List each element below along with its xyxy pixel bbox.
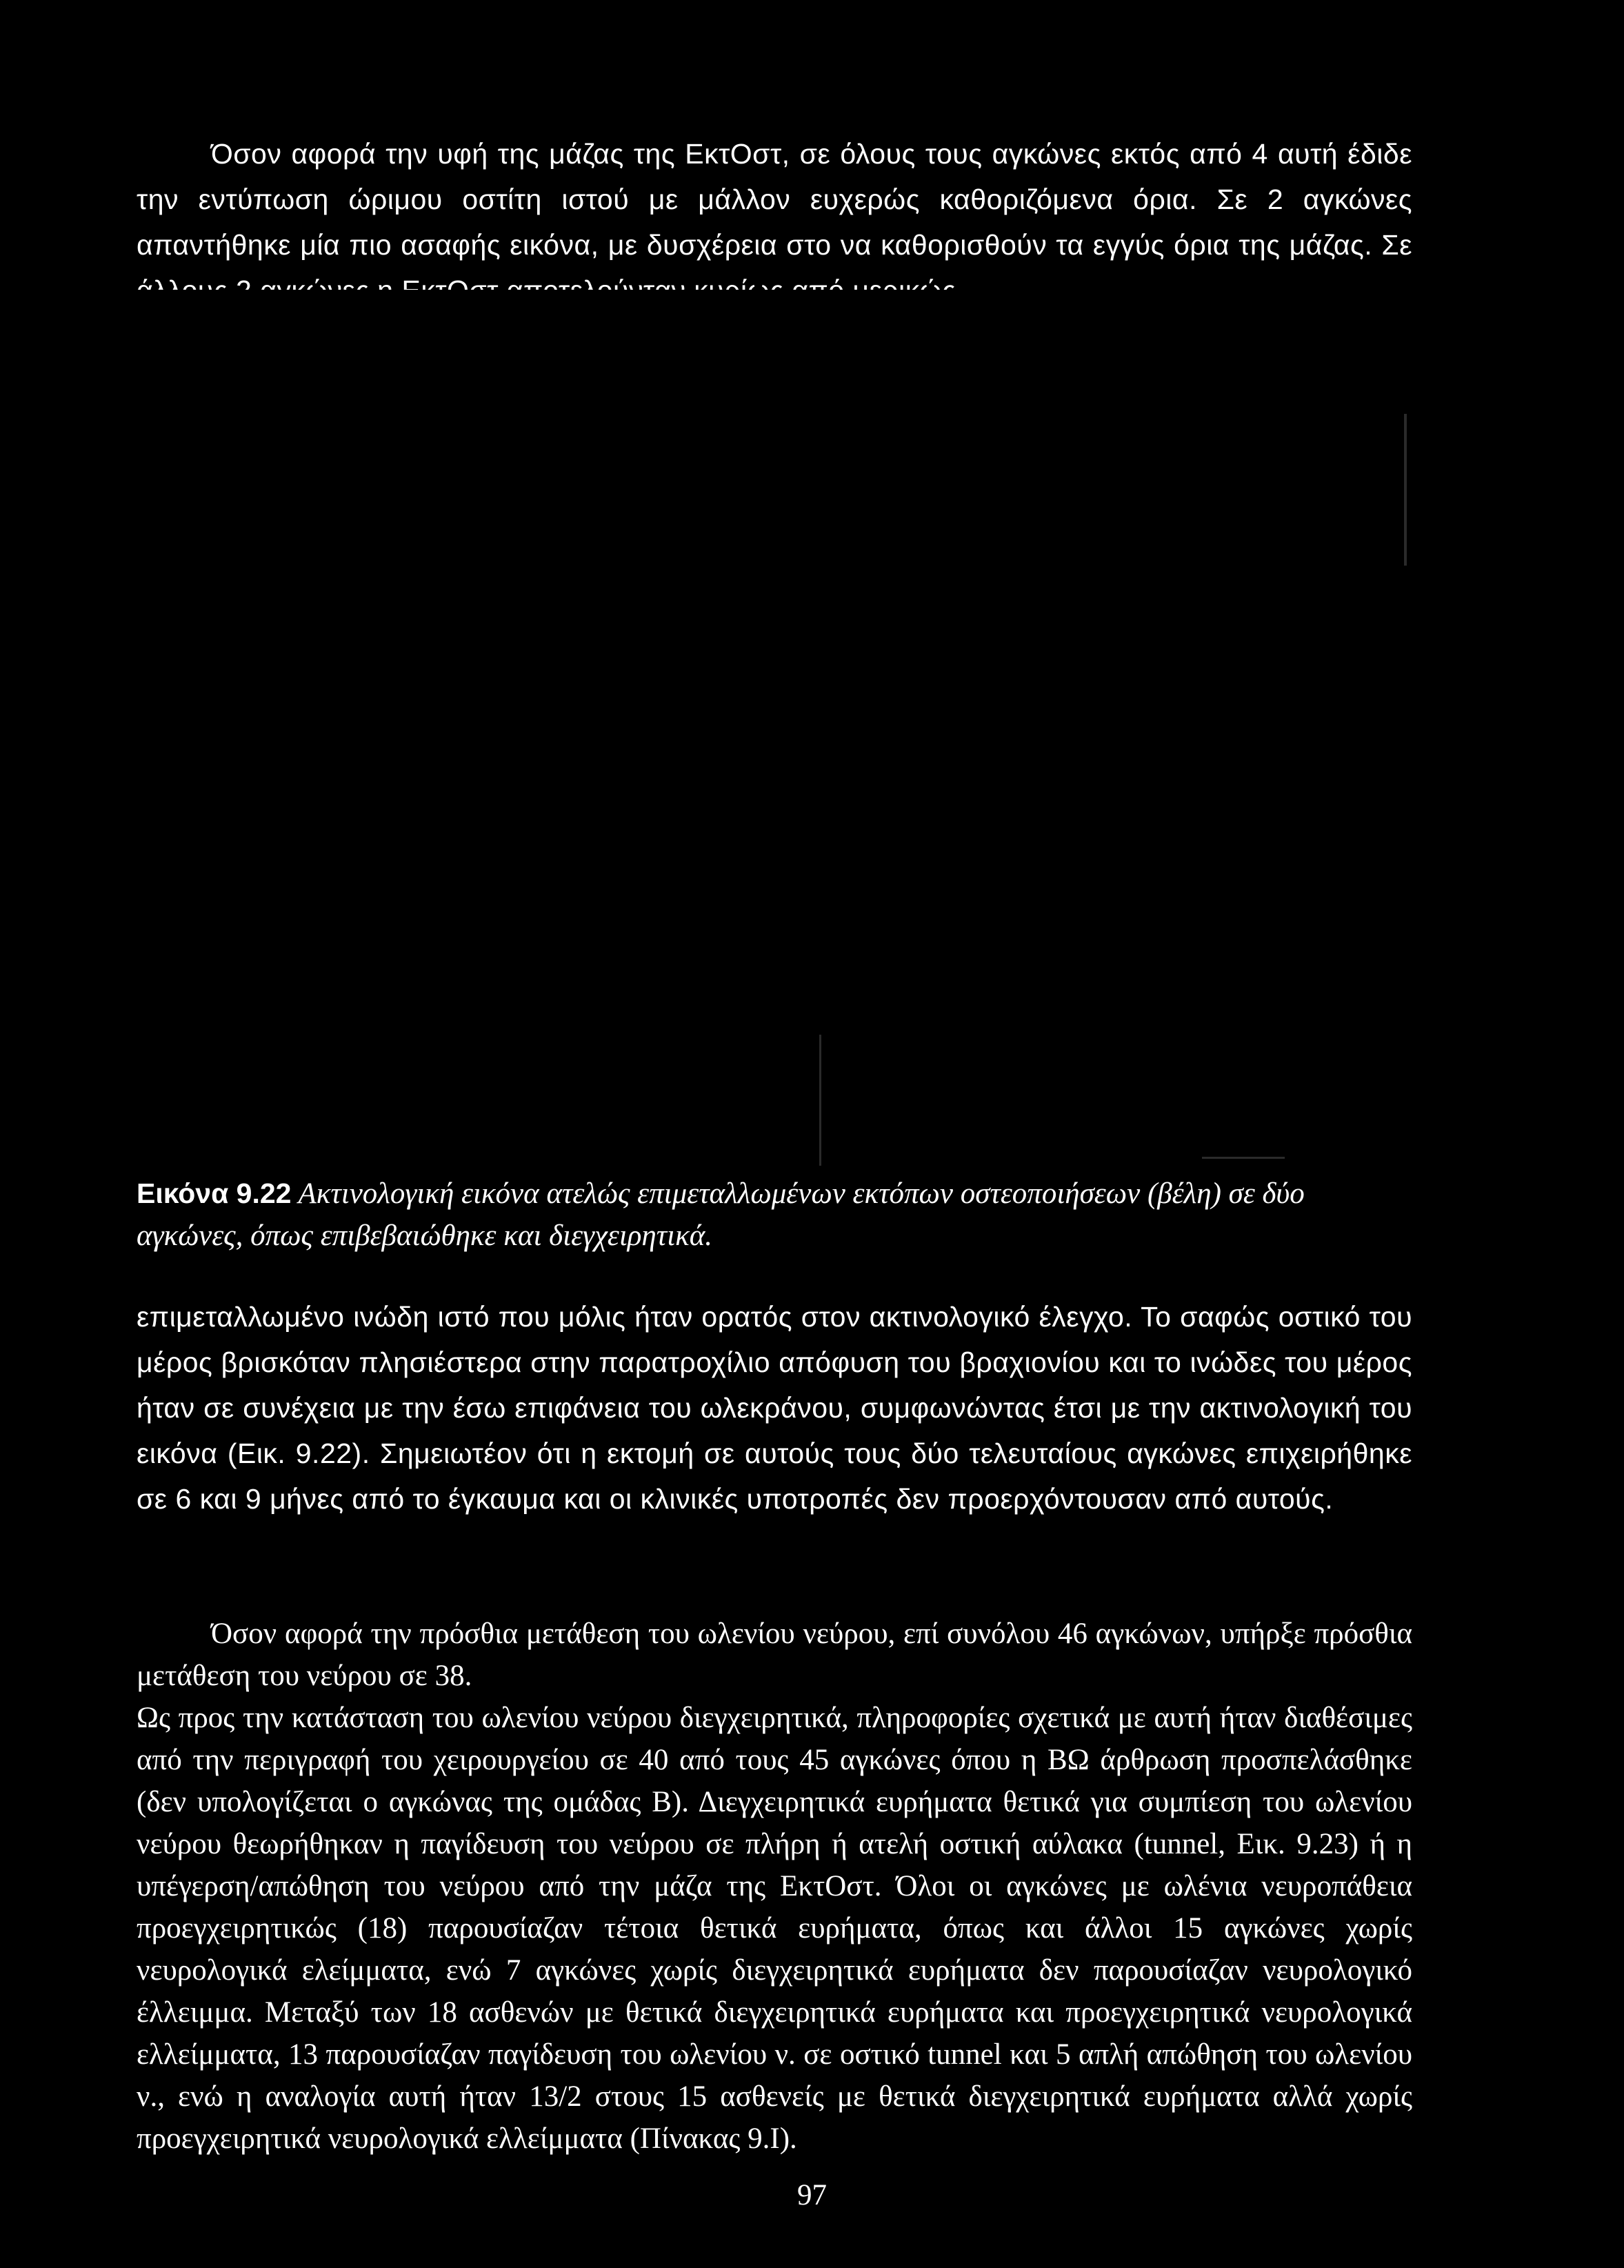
figure-artifact-line <box>1202 1157 1285 1159</box>
body-paragraph-3-wrapper <box>137 1613 1412 2160</box>
intro-paragraph-block <box>137 131 1412 313</box>
figure-label: Εικόνα 9.22 <box>137 1177 292 1209</box>
body-paragraph-1: επιμεταλλωμένο ινώδη ιστό που μόλις ήταν ορατός στον ακτινολογικό έλεγχο. Το σαφώς οστικό του μέρος βρισκόταν πλησιέστερα στην παρατροχίλιο απόφυση του βραχιονίου και το ινώδες του μέρος ήταν σε συνέχεια με την έσω επιφάνεια του ωλεκράνου, συμφωνώντας έτσι με την ακτινολογική του εικόνα (Εικ. 9.22). Σημειωτέον ότι η εκτομή σε αυτούς τους δύο τελευταίους αγκώνες επιχειρήθηκε σε 6 και 9 μήνες από το έγκαυμα και οι κλινικές υποτροπές δεν προερχόντουσαν από αυτούς. <box>137 1301 1412 1515</box>
figure-artifact-line <box>819 1035 821 1166</box>
intro-paragraph: Όσον αφορά την υφή της μάζας της ΕκτΟστ, σε όλους τους αγκώνες εκτός από 4 αυτή έδιδε την εντύπωση ώριμου οστίτη ιστού με μάλλον ευχερώς καθοριζόμενα όρια. Σε 2 αγκώνες απαντήθηκε μία πιο ασαφής εικόνα, με δυσχέρεια στο να καθορισθούν τα εγγύς όρια της μάζας. Σε <box>137 138 1412 261</box>
body-paragraph-3: Ως προς την κατάσταση του ωλενίου νεύρου διεγχειρητικά, πληροφορίες σχετικά με αυτή ήταν διαθέσιμες από την περιγραφή του χειρουργείου σε 40 από τους 45 αγκώνες όπου η ΒΩ άρθρωση προσπελάσθηκε (δεν υπολογίζεται ο αγκώνας της ομάδας Β). Διεγχειρητικά ευρήματα θετικά για συμπίεση του ωλενίου νεύρου θεωρήθηκαν η παγίδευση του νεύρου σε πλήρη ή ατελή οστική αύλακα (tunnel, Εικ. 9.23) ή η υπέγερση/απώθηση του νεύρου από την μάζα της ΕκτΟστ. Όλοι οι αγκώνες με ωλένια νευροπάθεια προεγχειρητικώς (18) παρουσίαζαν τέτοια θετικά ευρήματα, όπως και άλλοι 15 αγκώνες χωρίς νευρολογικά ελείμματα, ενώ 7 αγκώνες χωρίς διεγχειρητικά ευρήματα δεν παρουσίαζαν νευρολογικό έλλειμμα. Μεταξύ των 18 ασθενών με θετικά διεγχειρητικά ευρήματα και προεγχειρητικά νευρολογικά ελλείμματα, 13 παρουσίαζαν παγίδευση του ωλενίου ν. σε οστικό tunnel και 5 απλή απώθηση του ωλενίου ν., ενώ η αναλογία αυτή ήταν 13/2 στους 15 ασθενείς με θετικά διεγχειρητικά ευρήματα αλλά χωρίς προεγχειρητικά νευρολογικά ελλείμματα (Πίνακας 9.Ι). <box>137 1702 1412 2155</box>
figure-artifact-line <box>1404 414 1407 566</box>
body-paragraph-2: Όσον αφορά την πρόσθια μετάθεση του ωλενίου νεύρου, επί συνόλου 46 αγκώνων, υπήρξε πρόσθια μετάθεση του νεύρου σε 38. <box>137 1618 1412 1692</box>
figure-caption <box>137 1173 1412 1257</box>
page-number: 97 <box>797 2179 827 2211</box>
figure-caption-text: Ακτινολογική εικόνα ατελώς επιμεταλλωμένων εκτόπων οστεοποιήσεων (βέλη) σε δύο αγκώνες, όπως επιβεβαιώθηκε και διεγχειρητικά. <box>137 1177 1305 1252</box>
radiograph-figure <box>137 290 1412 1159</box>
body-paragraph-1-block <box>137 1294 1412 1522</box>
